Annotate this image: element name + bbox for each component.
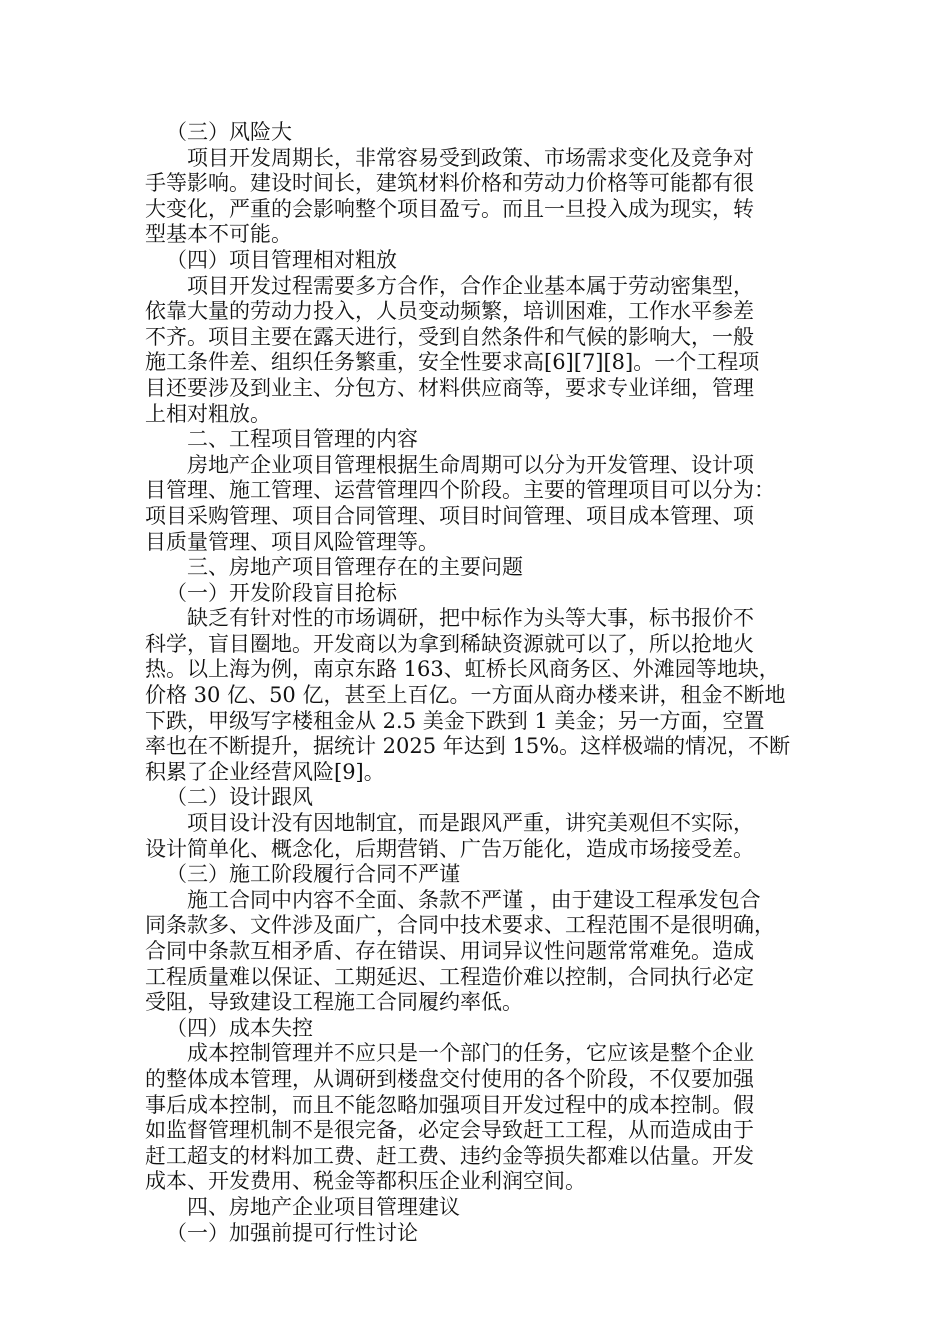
paragraph-line: 同条款多、文件涉及面广，合同中技术要求、工程范围不是很明确， <box>145 913 775 938</box>
paragraph-line: 项目采购管理、项目合同管理、项目时间管理、项目成本管理、项 <box>145 503 754 528</box>
paragraph-line: 受阻，导致建设工程施工合同履约率低。 <box>145 990 523 1015</box>
paragraph-line: 项目开发过程需要多方合作，合作企业基本属于劳动密集型， <box>187 273 754 298</box>
paragraph-line: 项目设计没有因地制宜，而是跟风严重，讲究美观但不实际， <box>187 811 754 836</box>
paragraph-line: 如监督管理机制不是很完备，必定会导致赶工工程，从而造成由于 <box>145 1118 754 1143</box>
part-heading-management-content: 二、工程项目管理的内容 <box>187 427 418 452</box>
paragraph-line: 价格 30 亿、50 亿，甚至上百亿。一方面从商办楼来讲，租金不断地 <box>145 683 786 708</box>
paragraph-line: 积累了企业经营风险[9]。 <box>145 759 385 784</box>
paragraph-line: 工程质量难以保证、工期延迟、工程造价难以控制，合同执行必定 <box>145 964 754 989</box>
paragraph-line: 目还要涉及到业主、分包方、材料供应商等，要求专业详细，管理 <box>145 375 754 400</box>
section-heading-contract: （三）施工阶段履行合同不严谨 <box>166 862 460 887</box>
paragraph-line: 不齐。项目主要在露天进行，受到自然条件和气候的影响大，一般 <box>145 324 754 349</box>
section-heading-feasibility: （一）加强前提可行性讨论 <box>166 1220 418 1245</box>
paragraph-line: 施工合同中内容不全面、条款不严谨 ，由于建设工程承发包合 <box>187 887 761 912</box>
paragraph-line: 施工条件差、组织任务繁重，安全性要求高[6][7][8]。一个工程项 <box>145 350 760 375</box>
paragraph-line: 率也在不断提升，据统计 2025 年达到 15%。这样极端的情况，不断 <box>145 734 791 759</box>
paragraph-line: 事后成本控制，而且不能忽略加强项目开发过程中的成本控制。假 <box>145 1092 754 1117</box>
section-heading-risk: （三）风险大 <box>166 120 292 144</box>
section-heading-design-trend: （二）设计跟风 <box>166 785 313 810</box>
paragraph-line: 目管理、施工管理、运营管理四个阶段。主要的管理项目可以分为： <box>145 478 775 503</box>
part-heading-main-problems: 三、房地产项目管理存在的主要问题 <box>187 555 523 580</box>
paragraph-line: 下跌，甲级写字楼租金从 2.5 美金下跌到 1 美金；另一方面，空置 <box>145 708 765 733</box>
paragraph-line: 热。以上海为例，南京东路 163、虹桥长风商务区、外滩园等地块， <box>145 657 780 682</box>
paragraph-line: 大变化，严重的会影响整个项目盈亏。而且一旦投入成为现实，转 <box>145 196 754 221</box>
section-heading-rough-management: （四）项目管理相对粗放 <box>166 247 397 272</box>
paragraph-line: 赶工超支的材料加工费、赶工费、违约金等损失都难以估量。开发 <box>145 1143 754 1168</box>
paragraph-line: 科学，盲目圈地。开发商以为拿到稀缺资源就可以了，所以抢地火 <box>145 631 754 656</box>
paragraph-line: 设计简单化、概念化，后期营销、广告万能化，造成市场接受差。 <box>145 836 754 861</box>
paragraph-line: 项目开发周期长，非常容易受到政策、市场需求变化及竞争对 <box>187 145 754 170</box>
paragraph-line: 成本、开发费用、税金等都积压企业利润空间。 <box>145 1169 586 1194</box>
paragraph-line: 手等影响。建设时间长，建筑材料价格和劳动力价格等可能都有很 <box>145 171 754 196</box>
paragraph-line: 房地产企业项目管理根据生命周期可以分为开发管理、设计项 <box>187 452 754 477</box>
paragraph-line: 目质量管理、项目风险管理等。 <box>145 529 439 554</box>
paragraph-line: 缺乏有针对性的市场调研，把中标作为头等大事，标书报价不 <box>187 606 754 631</box>
paragraph-line: 上相对粗放。 <box>145 401 271 426</box>
part-heading-suggestions: 四、房地产企业项目管理建议 <box>187 1194 460 1219</box>
paragraph-line: 成本控制管理并不应只是一个部门的任务，它应该是整个企业 <box>187 1041 754 1066</box>
paragraph-line: 依靠大量的劳动力投入，人员变动频繁，培训困难，工作水平参差 <box>145 299 754 324</box>
paragraph-line: 型基本不可能。 <box>145 222 292 247</box>
section-heading-cost-control: （四）成本失控 <box>166 1015 313 1040</box>
section-heading-blind-bidding: （一）开发阶段盲目抢标 <box>166 580 397 605</box>
document-page <box>145 120 807 1246</box>
paragraph-line: 的整体成本管理，从调研到楼盘交付使用的各个阶段，不仅要加强 <box>145 1066 754 1091</box>
paragraph-line: 合同中条款互相矛盾、存在错误、用词异议性问题常常难免。造成 <box>145 939 754 963</box>
